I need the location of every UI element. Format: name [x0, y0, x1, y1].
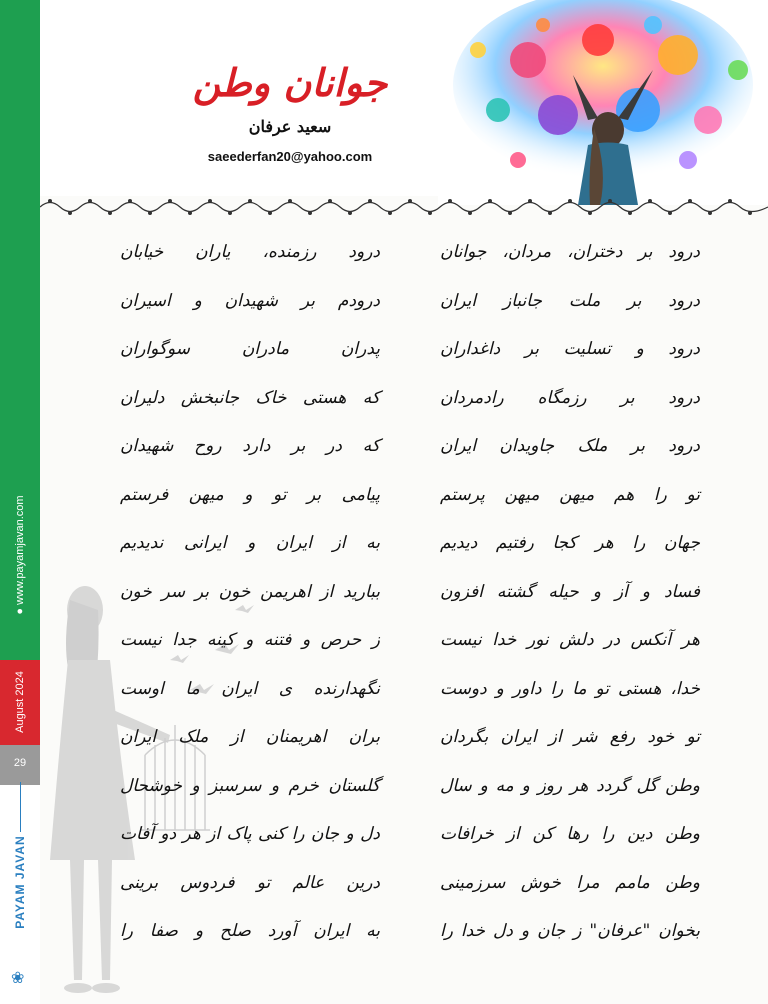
page-content — [40, 0, 768, 1004]
poem-line — [120, 713, 700, 762]
poem-hemistich-right: وطن گل گردد هر روز و مه و سال — [440, 775, 700, 796]
poem-line — [120, 471, 700, 520]
poem-hemistich-right: درود و تسلیت بر داغداران — [440, 339, 700, 360]
poem-line — [120, 228, 700, 277]
poem-line — [120, 859, 700, 908]
page-number: 29 — [13, 757, 27, 769]
spine-divider-line — [20, 782, 21, 832]
poem-hemistich-right: خدا، هستی تو ما را داور و دوست — [440, 678, 700, 699]
poem-line — [120, 519, 700, 568]
poem-hemistich-left: به ایران آورد صلح و صفا را — [120, 921, 380, 942]
poem-hemistich-right: وطن مامم مرا خوش سرزمینی — [440, 872, 700, 893]
poem-line — [120, 665, 700, 714]
poem-line — [120, 277, 700, 326]
poem-hemistich-left: درودم بر شهیدان و اسیران — [120, 290, 380, 311]
poem-hemistich-left: ز حرص و فتنه و کینه جدا نیست — [120, 630, 380, 651]
poem-hemistich-right: درود بر رزمگاه رادمردان — [440, 387, 700, 408]
poem-hemistich-right: هر آنکس در دلش نور خدا نیست — [440, 630, 700, 651]
poem-hemistich-right: تو را هم میهن میهن پرستم — [440, 484, 700, 505]
poem-hemistich-right: تو خود رفع شر از ایران بگردان — [440, 727, 700, 748]
poem-hemistich-left: که در بر دارد روح شهیدان — [120, 436, 380, 457]
poem-hemistich-left: ببارید از اهریمن خون بر سر خون — [120, 581, 380, 602]
poem-hemistich-left: دل و جان را کنی پاک از هر دو آفات — [120, 824, 380, 845]
poem-hemistich-right: جهان را هر کجا رفتیم دیدیم — [440, 533, 700, 554]
website-url[interactable]: ● www.payamjavan.com — [14, 495, 26, 615]
author-name: سعید عرفان — [248, 117, 332, 136]
poem-hemistich-right: وطن دین را رها کن از خرافات — [440, 824, 700, 845]
poem-hemistich-left: به از ایران و ایرانی ندیدیم — [120, 533, 380, 554]
poem-hemistich-left: گلستان خرم و سرسبز و خوشحال — [120, 775, 380, 796]
poem-hemistich-left: درود رزمنده، یاران خیابان — [120, 242, 380, 263]
magazine-spine — [0, 0, 40, 1004]
poem-line — [120, 762, 700, 811]
poem-line — [120, 616, 700, 665]
poem-line — [120, 422, 700, 471]
poem-hemistich-right: درود بر ملت جانباز ایران — [440, 290, 700, 311]
article-title: جوانان وطن — [192, 60, 388, 105]
poem-hemistich-right: درود بر دختران، مردان، جوانان — [440, 242, 700, 263]
poem-line — [120, 325, 700, 374]
hero-illustration — [438, 0, 768, 205]
ornamental-border — [40, 196, 768, 218]
poem-line — [120, 907, 700, 956]
magazine-name: PAYAM JAVAN — [13, 835, 27, 929]
author-email[interactable]: saeederfan20@yahoo.com — [207, 149, 373, 164]
poem-hemistich-left: نگهدارنده ی ایران ما اوست — [120, 678, 380, 699]
poem-hemistich-left: درین عالم تو فردوس برینی — [120, 872, 380, 893]
poem-line — [120, 810, 700, 859]
issue-month: August 2024 — [14, 671, 26, 733]
flower-logo-icon: ❀ — [11, 968, 25, 987]
poem-hemistich-right: فساد و آز و حیله گشته افزون — [440, 581, 700, 602]
poem-hemistich-right: بخوان "عرفان" ز جان و دل خدا را — [440, 921, 700, 942]
poem-hemistich-left: پیامی بر تو و میهن فرستم — [120, 484, 380, 505]
poem-hemistich-left: بران اهریمنان از ملک ایران — [120, 727, 380, 748]
poem-hemistich-left: که هستی خاک جانبخش دلیران — [120, 387, 380, 408]
poem-line — [120, 374, 700, 423]
poem-hemistich-right: درود بر ملک جاویدان ایران — [440, 436, 700, 457]
poem-line — [120, 568, 700, 617]
poem-hemistich-left: پدران مادران سوگواران — [120, 339, 380, 360]
poem-body — [120, 228, 700, 956]
